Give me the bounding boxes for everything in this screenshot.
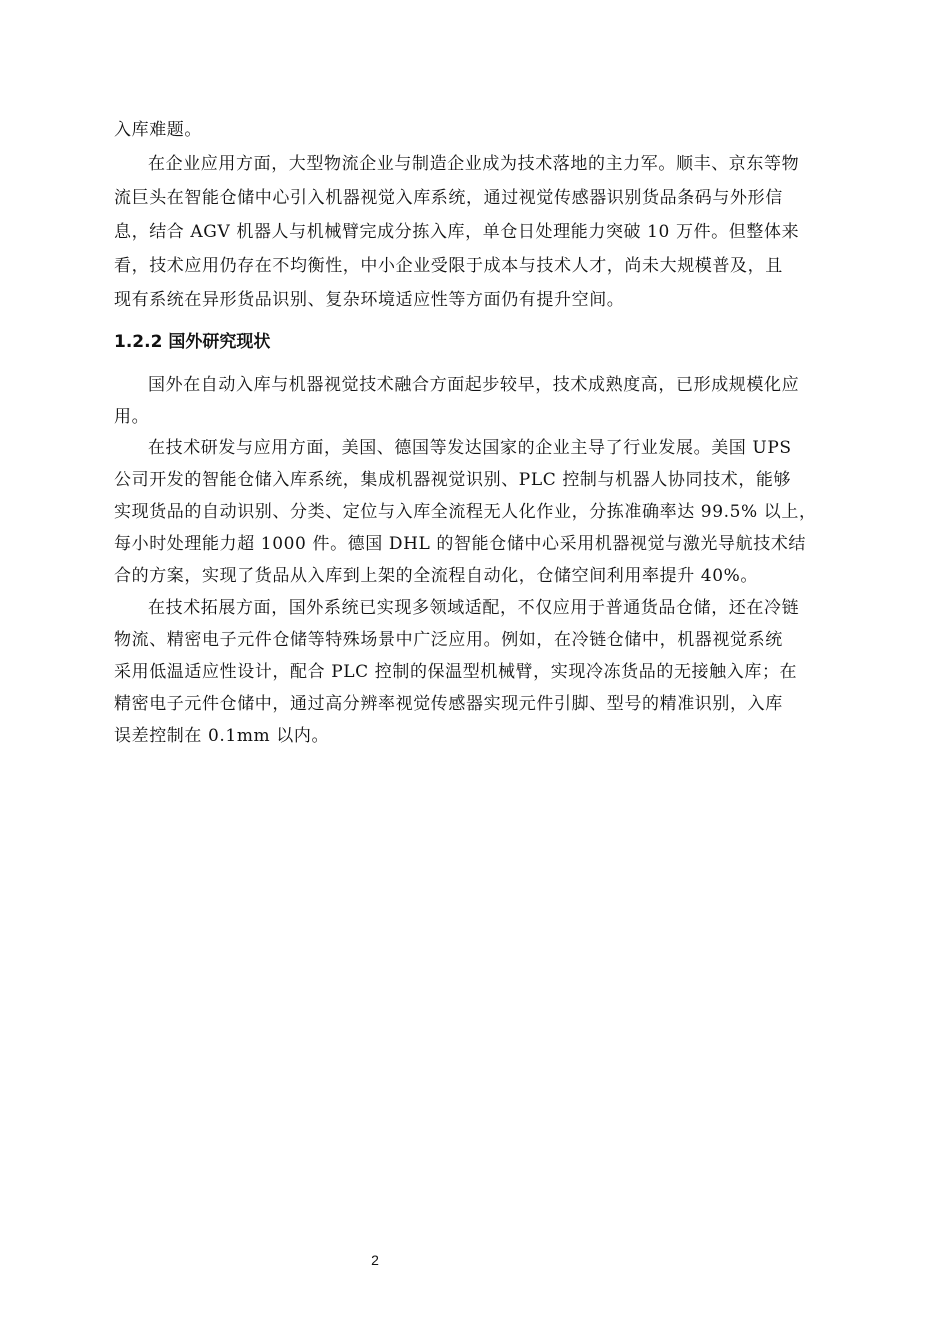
- page-number: 2: [371, 1252, 379, 1268]
- text-line: 用。: [114, 407, 150, 427]
- text-line: 在企业应用方面，大型物流企业与制造企业成为技术落地的主力军。顺丰、京东等物: [148, 154, 800, 174]
- section-heading: 1.2.2 国外研究现状: [114, 332, 271, 352]
- text-line: 采用低温适应性设计，配合 PLC 控制的保温型机械臂，实现冷冻货品的无接触入库；在: [114, 662, 798, 682]
- text-line: 息，结合 AGV 机器人与机械臂完成分拣入库，单仓日处理能力突破 10 万件。但整体来: [114, 222, 800, 242]
- text-line: 入库难题。: [114, 120, 202, 140]
- text-line: 物流、精密电子元件仓储等特殊场景中广泛应用。例如，在冷链仓储中，机器视觉系统: [114, 630, 783, 650]
- text-line: 公司开发的智能仓储入库系统，集成机器视觉识别、PLC 控制与机器人协同技术，能够: [114, 470, 792, 490]
- text-line: 精密电子元件仓储中，通过高分辨率视觉传感器实现元件引脚、型号的精准识别，入库: [114, 694, 783, 714]
- text-line: 合的方案，实现了货品从入库到上架的全流程自动化，仓储空间利用率提升 40%。: [114, 566, 758, 586]
- text-line: 国外在自动入库与机器视觉技术融合方面起步较早，技术成熟度高，已形成规模化应: [148, 375, 800, 395]
- text-line: 现有系统在异形货品识别、复杂环境适应性等方面仍有提升空间。: [114, 290, 625, 310]
- text-line: 看，技术应用仍存在不均衡性，中小企业受限于成本与技术人才，尚未大规模普及，且: [114, 256, 783, 276]
- text-line: 实现货品的自动识别、分类、定位与入库全流程无人化作业，分拣准确率达 99.5% 以上，: [114, 502, 817, 522]
- text-line: 在技术拓展方面，国外系统已实现多领域适配，不仅应用于普通货品仓储，还在冷链: [148, 598, 800, 618]
- text-line: 在技术研发与应用方面，美国、德国等发达国家的企业主导了行业发展。美国 UPS: [148, 438, 792, 458]
- text-line: 流巨头在智能仓储中心引入机器视觉入库系统，通过视觉传感器识别货品条码与外形信: [114, 188, 783, 208]
- text-line: 每小时处理能力超 1000 件。德国 DHL 的智能仓储中心采用机器视觉与激光导航技术结: [114, 534, 807, 554]
- text-line: 误差控制在 0.1mm 以内。: [114, 726, 330, 746]
